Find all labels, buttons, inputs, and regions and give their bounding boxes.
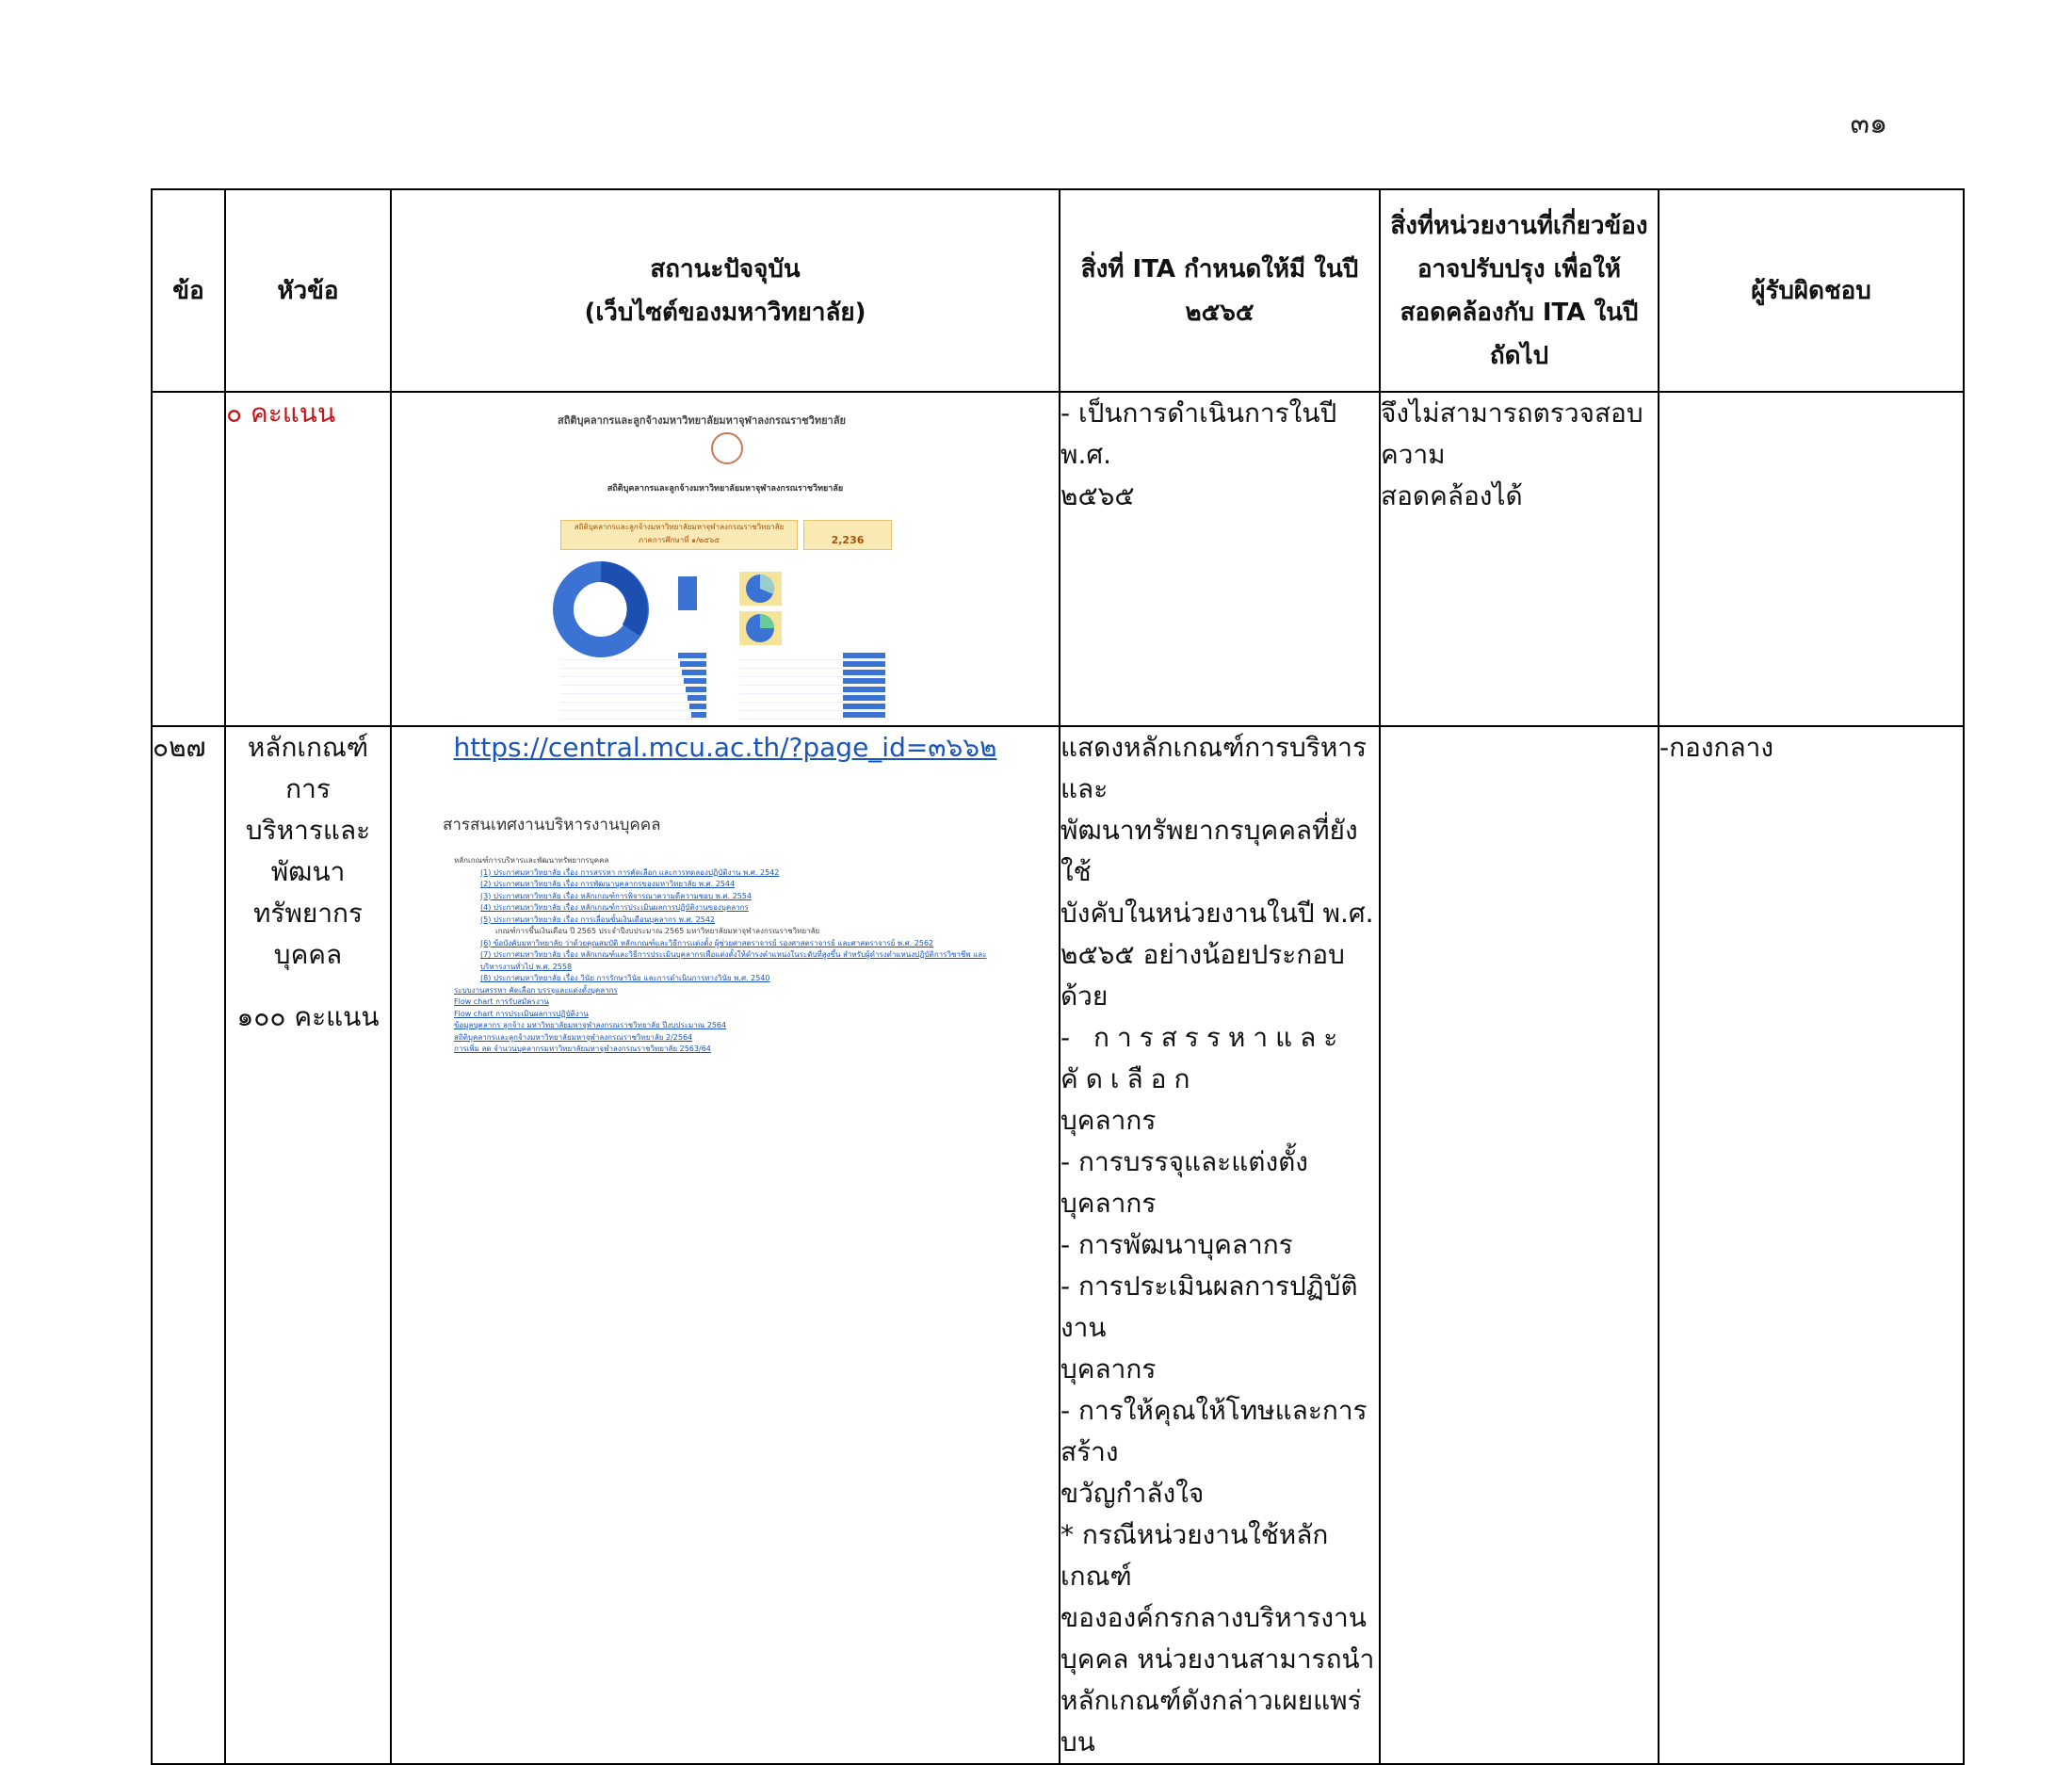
header-row xyxy=(152,189,1964,392)
row1-responsible xyxy=(1659,392,1964,726)
list-item: หลักเกณฑ์การบริหารและพัฒนาทรัพยากรบุคคล xyxy=(454,856,609,865)
list-item[interactable]: (1) ประกาศมหาวิทยาลัย เรื่อง การสรรหา การคัดเลือก และการทดลองปฏิบัติงาน พ.ศ. 2542 xyxy=(480,867,780,877)
row2-ita-requirement: แสดงหลักเกณฑ์การบริหารและ พัฒนาทรัพยากรบุคคลที่ยังใช้ บังคับในหน่วยงานในปี พ.ศ. ๒๕๖๕ อย่างน้อยประกอบด้วย - การสรรหาและคัดเลือก บุคลากร - การบรรจุและแต่งตั้งบุคลากร - การพัฒนาบุคลากร - การประเมินผลการปฏิบัติงาน บุคลากร - การให้คุณให้โทษและการสร้าง ขวัญกำลังใจ * กรณีหน่วยงานใช้หลักเกณฑ์ ขององค์กรกลางบริหารงาน บุคคล หน่วยงานสามารถนำ หลักเกณฑ์ดังกล่าวเผยแพร่บน xyxy=(1060,726,1380,1764)
header-topic: หัวข้อ xyxy=(225,189,391,392)
row1-score: ๐ คะแนน xyxy=(225,392,391,726)
header-number: ข้อ xyxy=(152,189,225,392)
list-item[interactable]: (8) ประกาศมหาวิทยาลัย เรื่อง วินัย การรักษาวินัย และการดำเนินการทางวินัย พ.ศ. 2540 xyxy=(480,974,770,982)
row2-responsible: -กองกลาง xyxy=(1659,726,1964,1764)
list-item: เกณฑ์การขึ้นเงินเดือน ปี 2565 ประจำปีงบประมาณ 2565 มหาวิทยาลัยมหาจุฬาลงกรณราชวิทยาลัย xyxy=(495,927,820,935)
row1-improvement: จึงไม่สามารถตรวจสอบความ สอดคล้องได้ xyxy=(1380,392,1659,726)
screenshot-subtitle: สถิติบุคลากรและลูกจ้างมหาวิทยาลัยมหาจุฬาลงกรณราชวิทยาลัย xyxy=(607,484,844,494)
row2-improvement xyxy=(1380,726,1659,1764)
row2-status xyxy=(391,726,1060,1764)
staff-table-left xyxy=(560,652,706,720)
total-staff-count: 2,236 xyxy=(803,520,892,550)
hr-page-link[interactable]: https://central.mcu.ac.th/?page_id=๓๖๖๒ xyxy=(453,732,997,763)
donut-segment xyxy=(601,572,638,630)
header-responsible: ผู้รับผิดชอบ xyxy=(1659,189,1964,392)
list-item[interactable]: Flow chart การรับสมัครงาน xyxy=(454,997,549,1006)
list-item[interactable]: (6) ข้อบังคับมหาวิทยาลัย ว่าด้วยคุณสมบัติ หลักเกณฑ์และวิธีการแต่งตั้ง ผู้ช่วยศาสตราจารย์ รองศาสตราจารย์ และศาสตราจารย์ พ.ศ. 2562 xyxy=(480,938,934,947)
list-item[interactable]: (4) ประกาศมหาวิทยาลัย เรื่อง หลักเกณฑ์การประเมินผลการปฏิบัติงานของบุคลากร xyxy=(480,903,749,912)
list-item[interactable]: สถิติบุคลากรและลูกจ้างมหาวิทยาลัยมหาจุฬาลงกรณราชวิทยาลัย 2/2564 xyxy=(454,1032,693,1042)
row1-number xyxy=(152,392,225,726)
table-row xyxy=(152,392,1964,726)
table-row xyxy=(152,726,1964,1764)
list-item[interactable]: (5) ประกาศมหาวิทยาลัย เรื่อง การเลื่อนขั้นเงินเดือนบุคลากร พ.ศ. 2542 xyxy=(480,915,716,924)
page-number: ๓๑ xyxy=(1850,107,1887,140)
staff-table-right xyxy=(739,652,885,720)
statistics-screenshot xyxy=(537,393,914,722)
ita-table xyxy=(151,188,1965,1765)
screenshot-banner: สถิติบุคลากรและลูกจ้างมหาวิทยาลัยมหาจุฬาลงกรณราชวิทยาลัย ภาคการศึกษาที่ ๑/๒๕๖๕ xyxy=(560,520,798,550)
list-item[interactable]: Flow chart การประเมินผลการปฏิบัติงาน xyxy=(454,1009,589,1018)
list-item[interactable]: (2) ประกาศมหาวิทยาลัย เรื่อง การพัฒนาบุคลากรของมหาวิทยาลัย พ.ศ. 2544 xyxy=(480,880,736,888)
header-ita-requirement: สิ่งที่ ITA กำหนดให้มี ในปี ๒๕๖๕ xyxy=(1060,189,1380,392)
legend-block xyxy=(678,576,697,610)
row1-ita-requirement: - เป็นการดำเนินการในปี พ.ศ. ๒๕๖๕ xyxy=(1060,392,1380,726)
row2-score: ๑๐๐ คะแนน xyxy=(236,1001,380,1032)
list-item[interactable]: (7) ประกาศมหาวิทยาลัย เรื่อง หลักเกณฑ์และวิธีการประเมินบุคลากรเพื่อแต่งตั้งให้ดำรงตำแหน่งในระดับที่สูงขึ้น สำหรับผู้ดำรงตำแหน่งปฏิบัติการวิชาชีพ และบริหารงานทั่วไป พ.ศ. 2558 xyxy=(480,950,987,971)
header-status: สถานะปัจจุบัน (เว็บไซต์ของมหาวิทยาลัย) xyxy=(391,189,1060,392)
screenshot-heading: สารสนเทศงานบริหารงานบุคคล xyxy=(443,816,661,834)
hr-info-screenshot xyxy=(443,804,1027,1087)
screenshot-title: สถิติบุคลากรและลูกจ้างมหาวิทยาลัยมหาจุฬาลงกรณราชวิทยาลัย xyxy=(558,414,846,427)
row1-screenshot-cell xyxy=(391,392,1060,726)
list-item[interactable]: ระบบงานสรรหา คัดเลือก บรรจุและแต่งตั้งบุคลากร xyxy=(454,985,618,995)
list-item[interactable]: การเพิ่ม ลด จำนวนบุคลากรมหาวิทยาลัยมหาจุฬาลงกรณราชวิทยาลัย 2563/64 xyxy=(454,1044,711,1053)
list-item[interactable]: ข้อมูลบุคลากร ลูกจ้าง มหาวิทยาลัยมหาจุฬาลงกรณราชวิทยาลัย ปีงบประมาณ 2564 xyxy=(454,1021,727,1029)
list-item[interactable]: (3) ประกาศมหาวิทยาลัย เรื่อง หลักเกณฑ์การพิจารณาความดีความชอบ พ.ศ. 2554 xyxy=(480,891,752,900)
row2-number: ๐๒๗ xyxy=(152,726,225,1764)
row2-topic: หลักเกณฑ์การ บริหารและ พัฒนาทรัพยากร บุคคล ๑๐๐ คะแนน xyxy=(225,726,391,1764)
header-improvement: สิ่งที่หน่วยงานที่เกี่ยวข้อง อาจปรับปรุง เพื่อให้ สอดคล้องกับ ITA ในปี ถัดไป xyxy=(1380,189,1659,392)
